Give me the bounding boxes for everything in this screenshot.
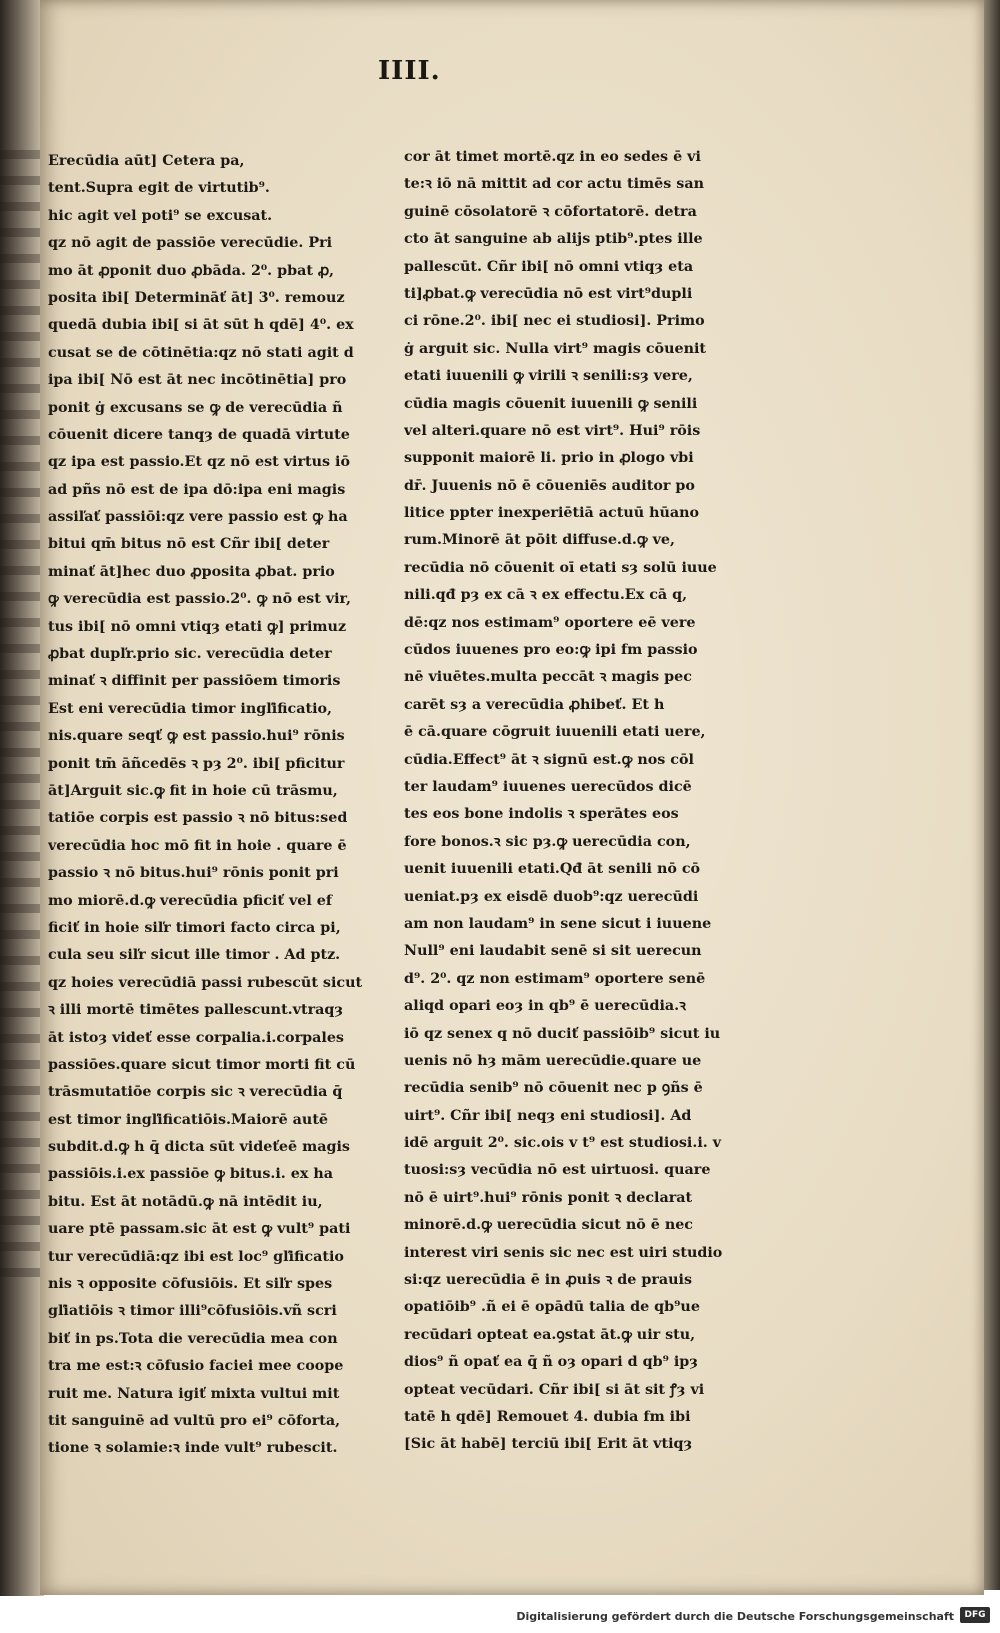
text-line: minorē.d.ꝙ uerecūdia sicut nō ē nec <box>404 1217 694 1234</box>
text-line: cto āt sanguine ab aliјs ptib⁹.ptes ille <box>404 231 703 248</box>
text-line: nē viuētes.multa peccāt ꝛ magis pec <box>404 669 692 686</box>
text-line: cūdos iuuenes pro eo:ꝙ ipi fm passio <box>404 642 698 659</box>
text-line: mo āt ꝓponit duo ꝓbāda. 2⁰. pbat ꝓ, <box>48 262 335 279</box>
text-line: passiōes.quare sicut timor morti fit cū <box>48 1056 356 1073</box>
text-line: Erecūdia aūt] Cetera pa, <box>48 153 245 169</box>
text-line: ti]ꝓbat.ꝙ verecūdia nō est virt⁹dupli <box>404 285 693 302</box>
text-line: cusat se de cōtinētia:qz nō stati agit d <box>48 344 354 361</box>
text-line: verecūdia hoc mō fit in hoie . quare ē <box>48 837 347 854</box>
text-line: trāsmutatiōe corpis sic ꝛ verecūdia q̄ <box>48 1084 343 1101</box>
text-line: rum.Minorē āt pōit diffuse.d.ꝙ ve, <box>404 532 675 549</box>
text-line: ipa ibi[ Nō est āt nec incōtinētia] pro <box>48 372 347 389</box>
text-line: interest viri senis sic nec est uiri studio <box>404 1244 723 1261</box>
text-line: tione ꝛ solamie:ꝛ inde vult⁹ rubescit. <box>48 1440 338 1457</box>
text-line: uirt⁹. Cñr ibi[ neqȝ eni studiosi]. Ad <box>404 1107 692 1124</box>
text-line: assiľať passiōi:qz vere passio est ꝙ ha <box>48 509 348 526</box>
text-line: carēt sȝ a verecūdia ꝓhibeť. Et h <box>404 696 665 713</box>
text-line: nis.quare seqť ꝙ est passio.hui⁹ rōnis <box>48 728 345 745</box>
text-line: fore bonos.ꝛ sic pȝ.ꝙ uerecūdia con, <box>404 833 691 850</box>
text-line: recūdia senib⁹ nō cōuenit nec p ꝯñs ē <box>404 1080 703 1097</box>
text-line: ter laudam⁹ iuuenes uerecūdos dicē <box>404 778 692 795</box>
text-line: passiōis.i.ex passiōe ꝙ bitus.i. ex ha <box>48 1166 333 1183</box>
left-text-column <box>48 148 378 1463</box>
text-line: tus ibi[ nō omni vtiqȝ etati ꝙ] primuz <box>48 618 347 635</box>
text-line: qz hoies verecūdiā passi rubescūt sicut <box>48 974 363 991</box>
text-line: ad pñs nō est de ipa dō:ipa eni magis <box>48 481 346 498</box>
text-line: etati iuuenili ꝙ virili ꝛ senili:sȝ vere, <box>404 368 693 385</box>
text-line: posita ibi[ Determināť āt] 3⁰. remouz <box>48 289 345 306</box>
folio-number: IIII. <box>378 56 441 86</box>
text-line: ponit tm̄ āñcedēs ꝛ pȝ 2⁰. ibi[ pficitur <box>48 755 345 772</box>
text-line: tatē h qdē] Remouet 4. dubia fm ibi <box>404 1408 691 1425</box>
text-line: ꝓbat dupľr.prio sic. verecūdia deter <box>48 646 332 663</box>
text-line: opatiōib⁹ .ñ ei ē opādū talia de qb⁹ue <box>404 1299 700 1316</box>
text-line: mo miorē.d.ꝙ verecūdia pficiť vel ef <box>48 892 332 909</box>
footer-bar <box>0 1596 1000 1633</box>
text-line: dr̄. Juuenis nō ē cōueniēs auditor po <box>404 477 695 494</box>
text-line: ġ arguit sic. Nulla virt⁹ magis cōuenit <box>404 340 707 357</box>
text-line: āt]Arguit sic.ꝙ fit in hoie cū trāsmu, <box>48 782 338 799</box>
text-line: tuosi:sȝ vecūdia nō est uirtuosi. quare <box>404 1162 711 1179</box>
text-line: ueniat.pȝ ex eisdē duob⁹:qz uerecūdi <box>404 888 699 905</box>
text-line: minať ꝛ diffinit per passiōem timoris <box>48 673 341 690</box>
text-line: ruit me. Natura igiť mixta vultui mit <box>48 1385 340 1402</box>
text-line: bitu. Est āt notādū.ꝙ nā intēdit iu, <box>48 1193 323 1210</box>
text-line: si:qz uerecūdia ē in ꝓuis ꝛ de prauis <box>404 1272 693 1289</box>
text-line: cūdia magis cōuenit iuuenili ꝙ senili <box>404 395 698 412</box>
text-line: ē cā.quare cōgruit iuuenili etati uere, <box>404 724 706 741</box>
text-line: recūdia nō cōuenit oī etati sȝ solū iuue <box>404 559 717 576</box>
text-line: tra me est:ꝛ cōfusio faciei mee coope <box>48 1358 344 1375</box>
text-line: nō ē uirt⁹.hui⁹ rōnis ponit ꝛ declarat <box>404 1189 693 1206</box>
text-line: Null⁹ eni laudabit senē si sit uerecun <box>404 943 702 960</box>
text-line: pallescūt. Cñr ibi[ nō omni vtiqȝ eta <box>404 258 694 275</box>
text-line: cūdia.Effect⁹ āt ꝛ signū est.ꝙ nos cōl <box>404 751 694 768</box>
text-line: est timor ingľificatiōis.Maiorē autē <box>48 1111 329 1128</box>
text-line: tent.Supra egit de virtutib⁹. <box>48 180 270 197</box>
text-line: passio ꝛ nō bitus.hui⁹ rōnis ponit pri <box>48 865 339 882</box>
text-line: [Sic āt habē] terciū ibi[ Erit āt vtiqȝ <box>404 1436 693 1453</box>
text-line: ci rōne.2⁰. ibi[ nec ei studiosi]. Primo <box>404 313 705 330</box>
text-line: qz ipa est passio.Et qz nō est virtus iō <box>48 454 351 471</box>
funding-notice: Digitalisierung gefördert durch die Deutsche Forschungsgemeinschaft <box>516 1610 954 1623</box>
facing-page-bleed <box>0 150 42 1290</box>
text-line: āt istoȝ videť esse corpalia.i.corpales <box>48 1029 344 1046</box>
text-line: aliqd opari eoȝ in qb⁹ ē uerecūdia.ꝛ <box>404 998 686 1015</box>
text-line: d⁹. 2⁰. qz non estimam⁹ oportere senē <box>404 970 706 987</box>
text-line: dios⁹ ñ opať ea q̄ ñ oȝ opari d qb⁹ ipȝ <box>404 1354 698 1371</box>
text-line: tes eos bone indolis ꝛ sperātes eos <box>404 806 679 823</box>
text-line: uare ptē passam.sic āt est ꝙ vult⁹ pati <box>48 1221 351 1238</box>
book-right-edge <box>984 0 1000 1590</box>
text-line: ponit ġ excusans se ꝙ de verecūdia ñ <box>48 399 343 416</box>
text-line: cōuenit dicere tanqȝ de quadā virtute <box>48 426 350 443</box>
text-line: nili.qđ pȝ ex cā ꝛ ex effectu.Ex cā q, <box>404 587 688 604</box>
text-line: vel alteri.quare nō est virt⁹. Hui⁹ rōis <box>404 422 701 439</box>
text-line: uenit iuuenili etati.Qđ āt senili nō cō <box>404 861 701 878</box>
text-line: iō qz senex q nō duciť passiōib⁹ sicut iu <box>404 1025 721 1042</box>
text-line: gľiatiōis ꝛ timor illi⁹cōfusiōis.vñ scri <box>48 1303 337 1320</box>
text-line: dē:qz nos estimam⁹ oportere eē vere <box>404 614 696 631</box>
text-line: am non laudam⁹ in sene sicut i iuuene <box>404 915 712 932</box>
text-line: cor āt timet mortē.qz in eo sedes ē vi <box>404 149 701 165</box>
text-line: tatiōe corpis est passio ꝛ nō bitus:sed <box>48 810 348 827</box>
text-line: tit sanguinē ad vultū pro ei⁹ cōforta, <box>48 1412 341 1429</box>
text-line: opteat vecūdari. Cñr ibi[ si āt sit ꝭȝ vi <box>404 1381 705 1398</box>
text-line: minať āt]hec duo ꝓposita ꝓbat. prio <box>48 563 335 580</box>
text-line: hic agit vel poti⁹ se excusat. <box>48 207 273 224</box>
text-line: nis ꝛ opposite cōfusiōis. Et siľr spes <box>48 1276 333 1293</box>
text-line: Est eni verecūdia timor ingľificatio, <box>48 700 333 717</box>
text-line: recūdari opteat ea.ꝯstat āt.ꝙ uir stu, <box>404 1326 696 1343</box>
text-line: subdit.d.ꝙ h q̄ dicta sūt videťeē magis <box>48 1139 350 1156</box>
text-line: qz nō agit de passiōe verecūdie. Pri <box>48 235 333 252</box>
dfg-logo-icon: DFG <box>960 1607 990 1623</box>
text-line: guinē cōsolatorē ꝛ cōfortatorē. detra <box>404 203 697 220</box>
text-line: tur verecūdiā:qz ibi est loc⁹ gľificatio <box>48 1248 344 1265</box>
text-line: bitui qm̄ bitus nō est Cñr ibi[ deter <box>48 536 330 553</box>
text-line: cula seu siľr sicut ille timor . Ad ptz. <box>48 947 341 964</box>
text-line: idē arguit 2⁰. sic.ois v t⁹ est studiosi.i. v <box>404 1135 722 1152</box>
text-line: uenis nō hȝ mām uerecūdie.quare ue <box>404 1052 702 1069</box>
text-line: ꝛ illi mortē timētes pallescunt.vtraqȝ <box>48 1002 344 1019</box>
text-line: supponit maiorē li. prio in ꝓlogo vbi <box>404 450 694 467</box>
right-text-column <box>404 144 742 1459</box>
text-line: litice ppter inexperiētiā actuū hūano <box>404 505 700 522</box>
text-line: ꝙ verecūdia est passio.2⁰. ꝙ nō est vir, <box>48 591 352 608</box>
text-line: te:ꝛ iō nā mittit ad cor actu timēs san <box>404 176 705 193</box>
text-line: ficiť in hoie siľr timori facto circa pi, <box>48 919 341 936</box>
text-line: quedā dubia ibi[ si āt sūt h qdē] 4⁰. ex <box>48 317 354 334</box>
text-line: biť in ps.Tota die verecūdia mea con <box>48 1330 338 1347</box>
